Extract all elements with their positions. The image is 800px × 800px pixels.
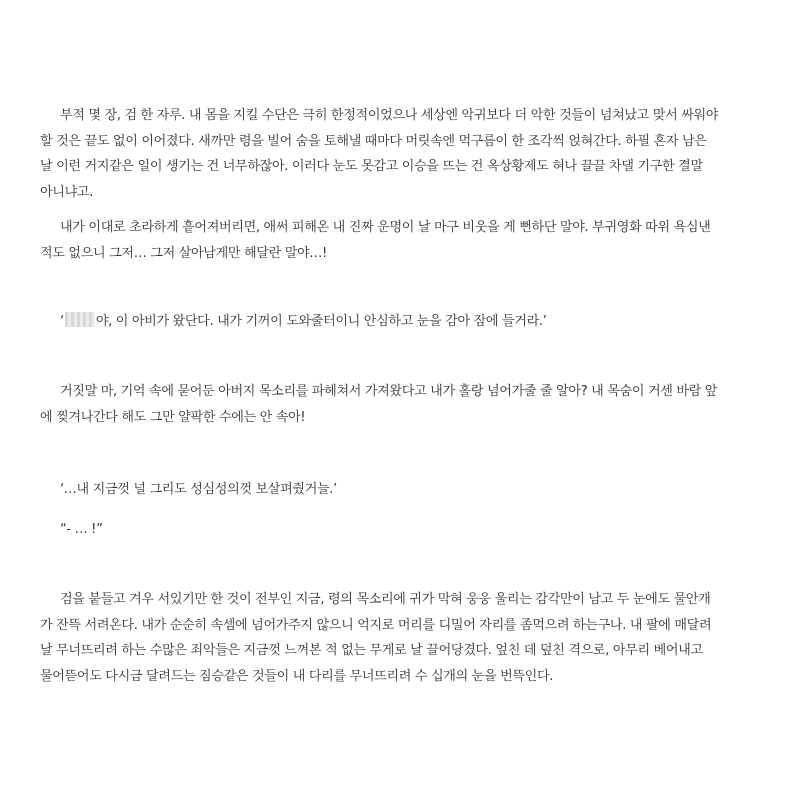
text-line: 날 이런 거지같은 일이 생기는 건 너무하잖아. 이러다 눈도 못감고 이승을 뜨는 건 옥상황제도 혀나 끌끌 차댈 기구한 결말 (40, 159, 703, 175)
text-line: 날 무너뜨리려 하는 수많은 죄악들은 지금껏 느껴본 적 없는 무게로 날 끌어당겼다. 엎친 데 덮친 격으로, 아무리 베어내고 (40, 643, 703, 659)
text-line: “- … !” (60, 522, 103, 537)
paragraph-7 (40, 587, 766, 689)
censored-name-redaction (65, 312, 95, 327)
text-line: 검을 붙들고 겨우 서있기만 한 것이 전부인 지금, 령의 목소리에 귀가 막혀 웅웅 울리는 감각만이 남고 두 눈에도 물안개 (60, 592, 711, 607)
text-line: 물어뜯어도 다시금 달려드는 짐승같은 것들이 내 다리를 무너뜨리려 수 십개의 눈을 번뜩인다. (40, 668, 554, 684)
paragraph-4 (40, 379, 766, 430)
paragraph-2 (40, 215, 766, 266)
text-line (40, 309, 766, 335)
paragraph-1 (40, 103, 766, 205)
text-line: 에 찢겨나간다 해도 그만 얄팍한 수에는 안 속아! (40, 409, 306, 425)
text-line: 가 잔뜩 서려온다. 내가 순순히 속셈에 넘어가주지 않으니 억지로 머리를 디밀어 자리를 좀먹으려 하는구나. 내 팔에 매달려 (40, 617, 712, 633)
paragraph-5-quote (40, 477, 766, 503)
text-line: 할 것은 끝도 없이 이어졌다. 새까만 령을 빌어 숨을 토해낼 때마다 머릿속엔 먹구름이 한 조각씩 얹혀간다. 하필 혼자 남은 (40, 133, 707, 149)
text-line: ‘…내 지금껏 널 그리도 성심성의껏 보살펴줬거늘.’ (60, 482, 337, 497)
open-quote: ‘ (60, 314, 64, 329)
paragraph-3-quote (40, 309, 766, 335)
quote-text: 야, 이 아비가 왔단다. 내가 기꺼이 도와줄터이니 안심하고 눈을 감아 잠에 들거라.’ (95, 314, 547, 329)
text-line: 거짓말 마, 기억 속에 묻어둔 아버지 목소리를 파헤쳐서 가져왔다고 내가 홀랑 넘어가줄 줄 알아? 내 목숨이 거센 바람 앞 (60, 384, 718, 399)
text-line: 아니냐고. (40, 184, 94, 200)
text-line: 적도 없으니 그저… 그저 살아남게만 해달란 말야…! (40, 245, 327, 261)
paragraph-6-quote (40, 517, 766, 543)
text-line: 부적 몇 장, 검 한 자루. 내 몸을 지킬 수단은 극히 한정적이었으나 세상엔 악귀보다 더 악한 것들이 넘쳐났고 맞서 싸워야 (60, 108, 719, 123)
text-line: 내가 이대로 초라하게 흩어져버리면, 애써 피해온 내 진짜 운명이 날 마구 비웃을 게 뻔하단 말야. 부귀영화 따위 욕심낸 (60, 220, 711, 235)
